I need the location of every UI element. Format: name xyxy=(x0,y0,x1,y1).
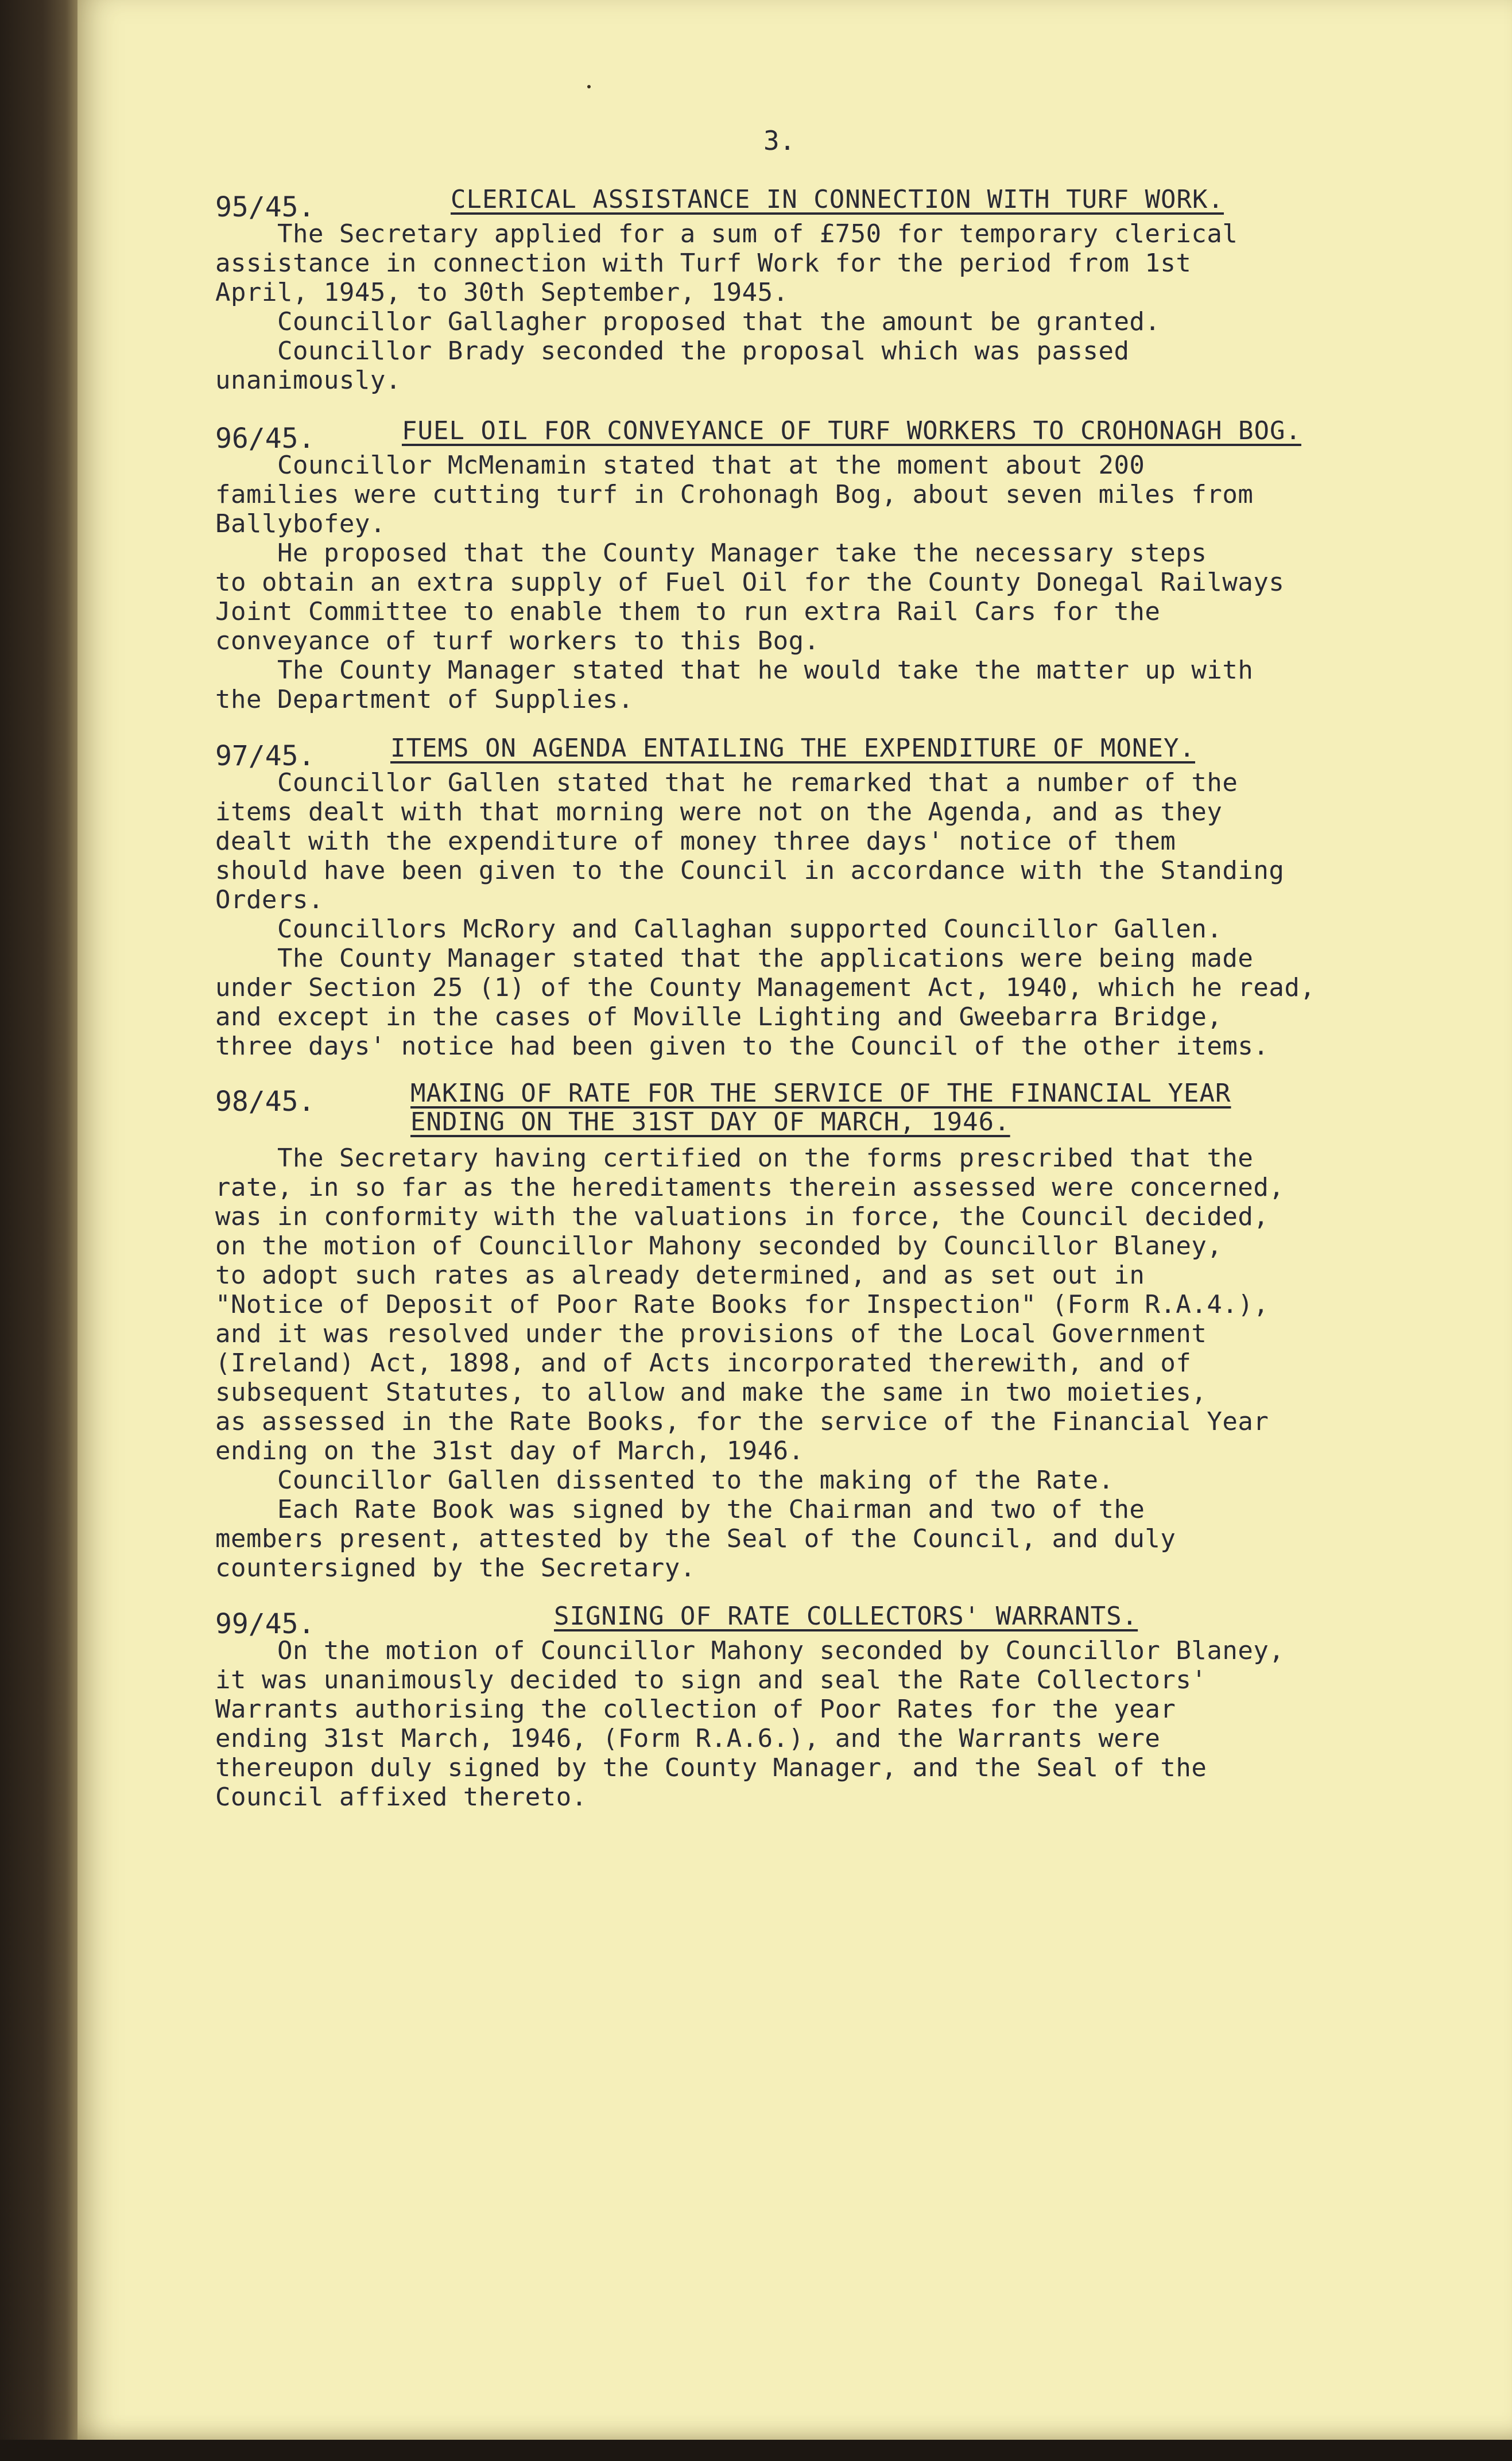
item-paragraph: He proposed that the County Manager take the necessary steps to obtain an extra supply of Fuel Oil for the County Donegal Railways Joint Committee to enable them to run extra Rail Cars for the conveyance of turf workers to this Bog. xyxy=(215,538,1285,656)
item-paragraph: Councillors McRory and Callaghan supported Councillor Gallen. xyxy=(215,914,1223,944)
item-paragraph: The Secretary applied for a sum of £750 for temporary clerical assistance in connection with Turf Work for the period from 1st April, 1945, to 30th September, 1945. xyxy=(215,219,1238,307)
book-spine xyxy=(0,0,77,2461)
item-title: CLERICAL ASSISTANCE IN CONNECTION WITH TURF WORK. xyxy=(451,185,1224,214)
minute-item-95-45 xyxy=(215,185,1421,395)
item-paragraph: Councillor McMenamin stated that at the moment about 200 families were cutting turf in Crohonagh Bog, about seven miles from Ballybofey. xyxy=(215,451,1254,538)
item-paragraph: On the motion of Councillor Mahony seconded by Councillor Blaney, it was unanimously decided to sign and seal the Rate Collectors' Warrants authorising the collection of Poor Rates for the year ending 31st March, 1946, (Form R.A.6.), and the Warrants were thereupon duly signed by the County Manager, and the Seal of the Council affixed thereto. xyxy=(215,1636,1285,1812)
item-title: ITEMS ON AGENDA ENTAILING THE EXPENDITURE OF MONEY. xyxy=(390,734,1196,763)
minute-item-99-45 xyxy=(215,1602,1421,1812)
page-mark xyxy=(587,85,591,88)
item-number: 97/45. xyxy=(215,740,315,772)
item-paragraph: Each Rate Book was signed by the Chairman and two of the members present, attested by the Seal of the Council, and duly countersigned by the Secretary. xyxy=(215,1495,1176,1583)
minute-item-98-45 xyxy=(215,1079,1421,1583)
item-number: 99/45. xyxy=(215,1608,315,1640)
item-paragraph: Councillor Gallen dissented to the making of the Rate. xyxy=(215,1466,1114,1495)
minute-item-96-45 xyxy=(215,416,1421,714)
item-number: 98/45. xyxy=(215,1086,315,1118)
item-paragraph: Councillor Gallagher proposed that the amount be granted. xyxy=(215,307,1161,336)
item-paragraph: The Secretary having certified on the forms prescribed that the rate, in so far as the hereditaments therein assessed were concerned, was in conformity with the valuations in force, the Council decided, on the motion of Councillor Mahony seconded by Councillor Blaney, to adopt such rates as already determined, and as set out in "Notice of Deposit of Poor Rate Books for Inspection" (Form R.A.4.), and it was resolved under the provisions of the Local Government (Ireland) Act, 1898, and of Acts incorporated therewith, and of subsequent Statutes, to allow and make the same in two moieties, as assessed in the Rate Books, for the service of the Financial Year ending on the 31st day of March, 1946. xyxy=(215,1144,1285,1466)
item-paragraph: Councillor Gallen stated that he remarked that a number of the items dealt with that morning were not on the Agenda, and as they dealt with the expenditure of money three days' notice of them should have been given to the Council in accordance with the Standing Orders. xyxy=(215,768,1285,914)
minute-item-97-45 xyxy=(215,734,1421,1061)
item-paragraph: The County Manager stated that the applications were being made under Section 25 (1) of the County Management Act, 1940, which he read, and except in the cases of Moville Lighting and Gweebarra Bridge, three days' notice had been given to the Council of the other items. xyxy=(215,944,1316,1061)
item-number: 95/45. xyxy=(215,191,315,223)
item-title: MAKING OF RATE FOR THE SERVICE OF THE FINANCIAL YEAR ENDING ON THE 31ST DAY OF MARCH, 1946. xyxy=(410,1079,1231,1137)
item-paragraph: Councillor Brady seconded the proposal which was passed unanimously. xyxy=(215,336,1130,395)
item-title: SIGNING OF RATE COLLECTORS' WARRANTS. xyxy=(554,1602,1138,1631)
page-number: 3. xyxy=(763,125,796,156)
item-number: 96/45. xyxy=(215,423,315,455)
document-page xyxy=(77,0,1512,2440)
page-bottom-edge xyxy=(0,2440,1512,2461)
item-title: FUEL OIL FOR CONVEYANCE OF TURF WORKERS TO CROHONAGH BOG. xyxy=(402,416,1301,445)
item-paragraph: The County Manager stated that he would take the matter up with the Department of Supplies. xyxy=(215,656,1254,714)
